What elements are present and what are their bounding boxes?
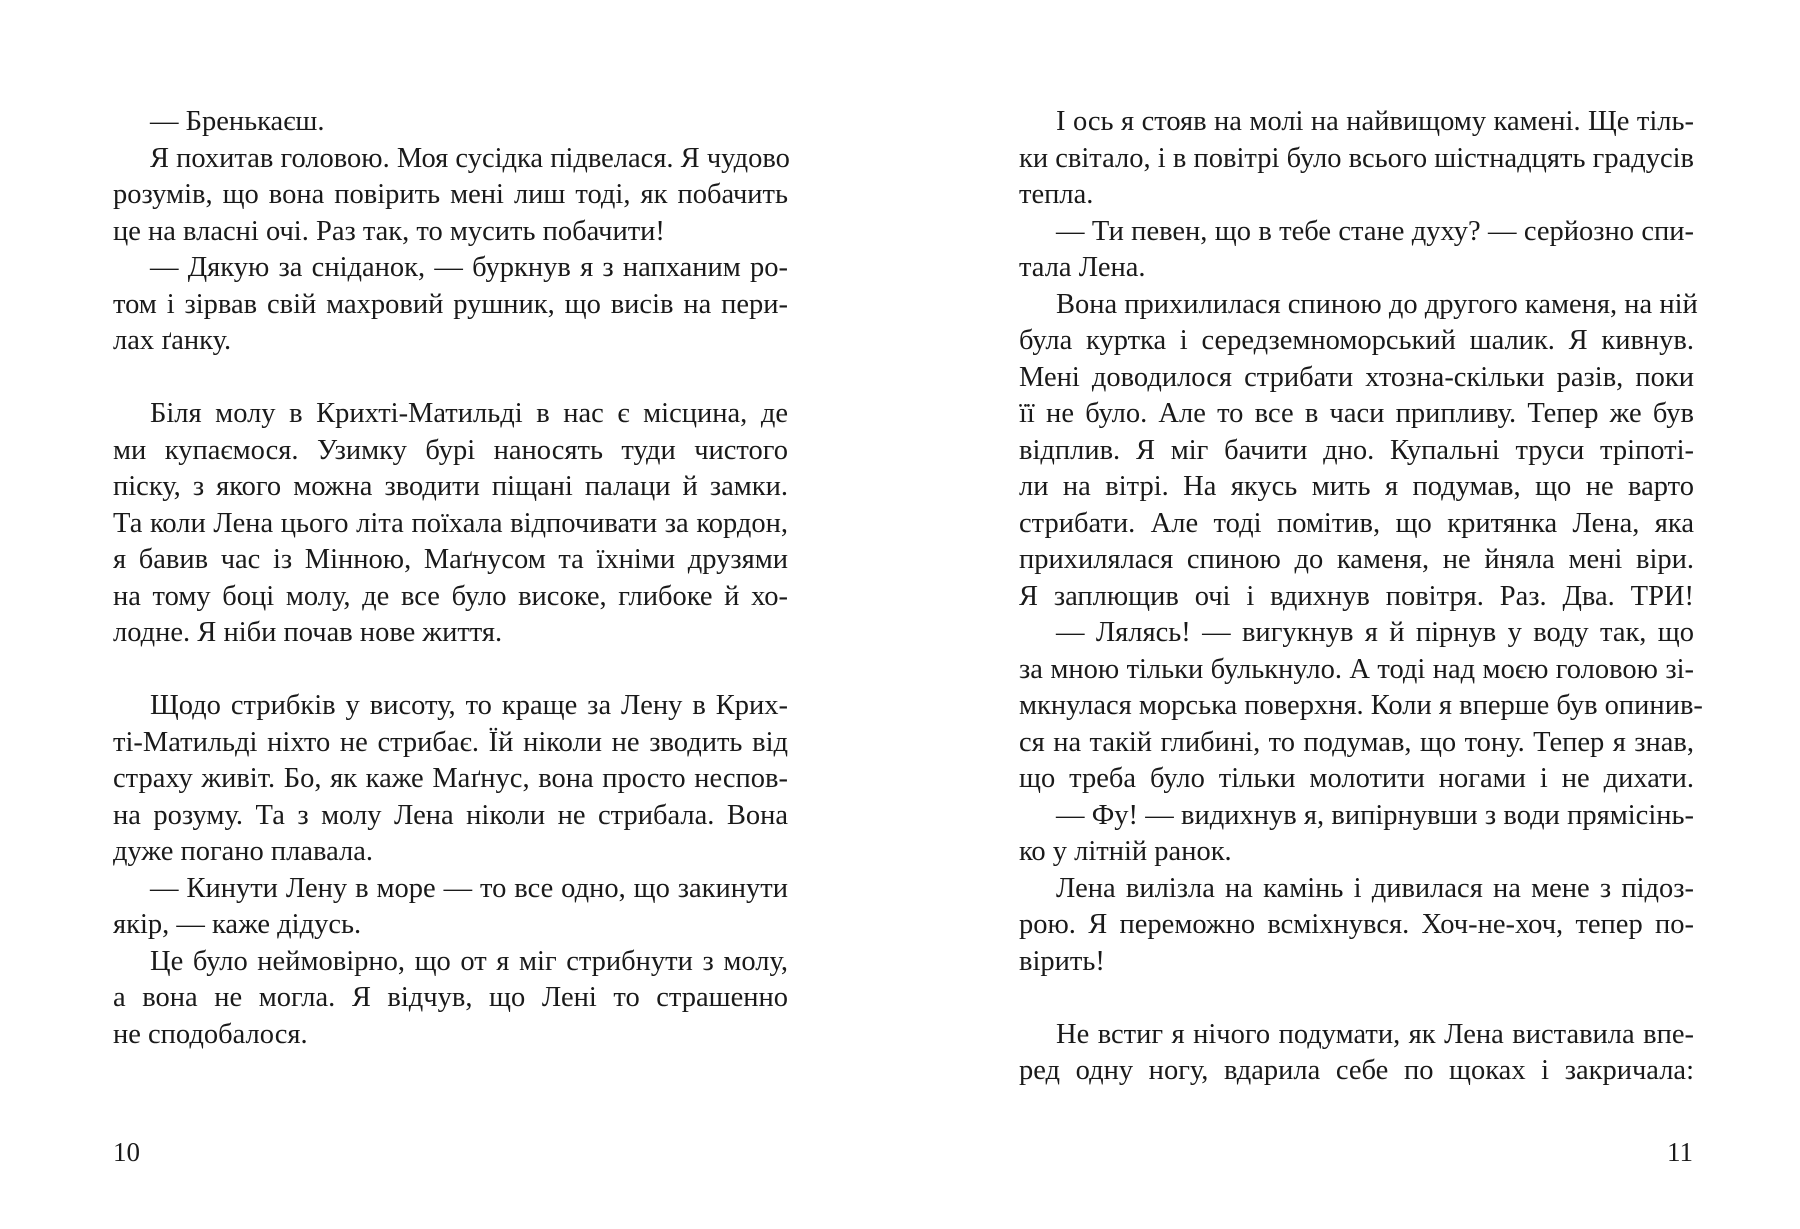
text-line: стрибати. Але тоді помітив, що критянка Лена, яка — [1019, 507, 1694, 539]
text-line: — Бренькаєш. — [150, 106, 325, 137]
text-line: Та коли Лена цього літа поїхала відпочивати за кордон, — [113, 507, 788, 539]
text-line: Це було неймовірно, що от я міг стрибнути з молу, — [150, 945, 788, 977]
text-line: Я заплющив очі і вдихнув повітря. Раз. Два. ТРИ! — [1019, 580, 1694, 612]
text-line: ми купаємося. Узимку бурі наносять туди чистого — [113, 434, 788, 466]
text-line: ті-Матильді ніхто не стрибає. Їй ніколи не зводить від — [113, 726, 788, 758]
text-line: відплив. Я міг бачити дно. Купальні труси тріпоті- — [1019, 434, 1694, 466]
text-line: якір, — каже дідусь. — [113, 909, 362, 940]
text-line: ред одну ногу, вдарила себе по щоках і закричала: — [1019, 1055, 1694, 1086]
text-line: — Кинути Лену в море — то все одно, що закинути — [150, 872, 788, 904]
right-page-number: 11 — [1667, 1137, 1693, 1167]
text-line: — Ти певен, що в тебе стане духу? — серйозно спи- — [1056, 215, 1694, 247]
text-line: її не було. Але то все в часи припливу. Тепер же був — [1019, 398, 1694, 429]
section-break — [113, 360, 788, 397]
text-line: Мені доводилося стрибати хтозна-скільки разів, поки — [1019, 361, 1694, 393]
text-line: ко у літній ранок. — [1019, 836, 1232, 867]
text-line: Не встиг я нічого подумати, як Лена виставила впе- — [1056, 1018, 1694, 1050]
text-line: — Лялясь! — вигукнув я й пірнув у воду так, що — [1056, 617, 1694, 648]
left-page-number: 10 — [113, 1137, 140, 1167]
text-line: лах ґанку. — [113, 325, 232, 356]
text-line: Біля молу в Крихті-Матильді в нас є місцина, де — [150, 398, 788, 429]
text-line: ся на такій глибині, то подумав, що тону. Тепер я знав, — [1019, 726, 1694, 758]
text-line: дуже погано плавала. — [113, 836, 374, 867]
text-line: була куртка і середземноморський шалик. Я кивнув. — [1019, 325, 1694, 356]
text-line: не сподобалося. — [113, 1018, 308, 1050]
text-line: Лена вилізла на камінь і дивилася на мене з підоз- — [1056, 872, 1694, 904]
text-line: за мною тільки булькнуло. А тоді над моєю головою зі- — [1019, 653, 1694, 685]
text-line: І ось я стояв на молі на найвищому камені. Ще тіль- — [1056, 106, 1694, 137]
text-line: страху живіт. Бо, як каже Маґнус, вона просто неспов- — [113, 763, 788, 794]
text-line: — Фу! — видихнув я, випірнувши з води прямісінь- — [1056, 799, 1694, 831]
text-line: мкнулася морська поверхня. Коли я вперше був опинив- — [1019, 690, 1703, 721]
text-line: я бавив час із Мінною, Маґнусом та їхніми друзями — [113, 544, 788, 575]
text-line: лодне. Я ніби почав нове життя. — [113, 617, 503, 648]
text-line: що треба було тільки молотити ногами і не дихати. — [1019, 763, 1694, 794]
text-line: розумів, що вона повірить мені лиш тоді, як побачить — [113, 179, 788, 210]
left-page-text — [113, 104, 788, 1053]
text-line: Щодо стрибків у висоту, то краще за Лену в Крих- — [150, 690, 788, 721]
text-line: на розуму. Та з молу Лена ніколи не стрибала. Вона — [113, 799, 788, 831]
right-page — [900, 0, 1800, 1229]
text-line: а вона не могла. Я відчув, що Лені то страшенно — [113, 982, 788, 1013]
text-line: це на власні очі. Раз так, то мусить побачити! — [113, 215, 665, 247]
text-line: том і зірвав свій махровий рушник, що висів на пери- — [113, 288, 788, 320]
text-line: прихилялася спиною до каменя, не йняла мені віри. — [1019, 544, 1694, 575]
text-line: на тому боці молу, де все було високе, глибоке й хо- — [113, 580, 788, 612]
section-break — [1019, 980, 1694, 1017]
text-line: Я похитав головою. Моя сусідка підвелася. Я чудово — [150, 142, 790, 174]
right-page-text — [1019, 104, 1703, 1090]
text-line: вірить! — [1019, 945, 1105, 977]
text-line: ки світало, і в повітрі було всього шістнадцять градусів — [1019, 142, 1694, 174]
section-break — [113, 652, 788, 689]
text-line: тепла. — [1019, 179, 1094, 210]
text-line: Вона прихилилася спиною до другого каменя, на ній — [1056, 288, 1698, 320]
text-line: рою. Я переможно всміхнувся. Хоч-не-хоч, тепер по- — [1019, 909, 1694, 940]
text-line: — Дякую за сніданок, — буркнув я з напханим ро- — [150, 252, 788, 283]
text-line: піску, з якого можна зводити піщані палаци й замки. — [113, 471, 788, 502]
text-line: ли на вітрі. На якусь мить я подумав, що не варто — [1019, 471, 1694, 502]
text-line: тала Лена. — [1019, 252, 1146, 283]
